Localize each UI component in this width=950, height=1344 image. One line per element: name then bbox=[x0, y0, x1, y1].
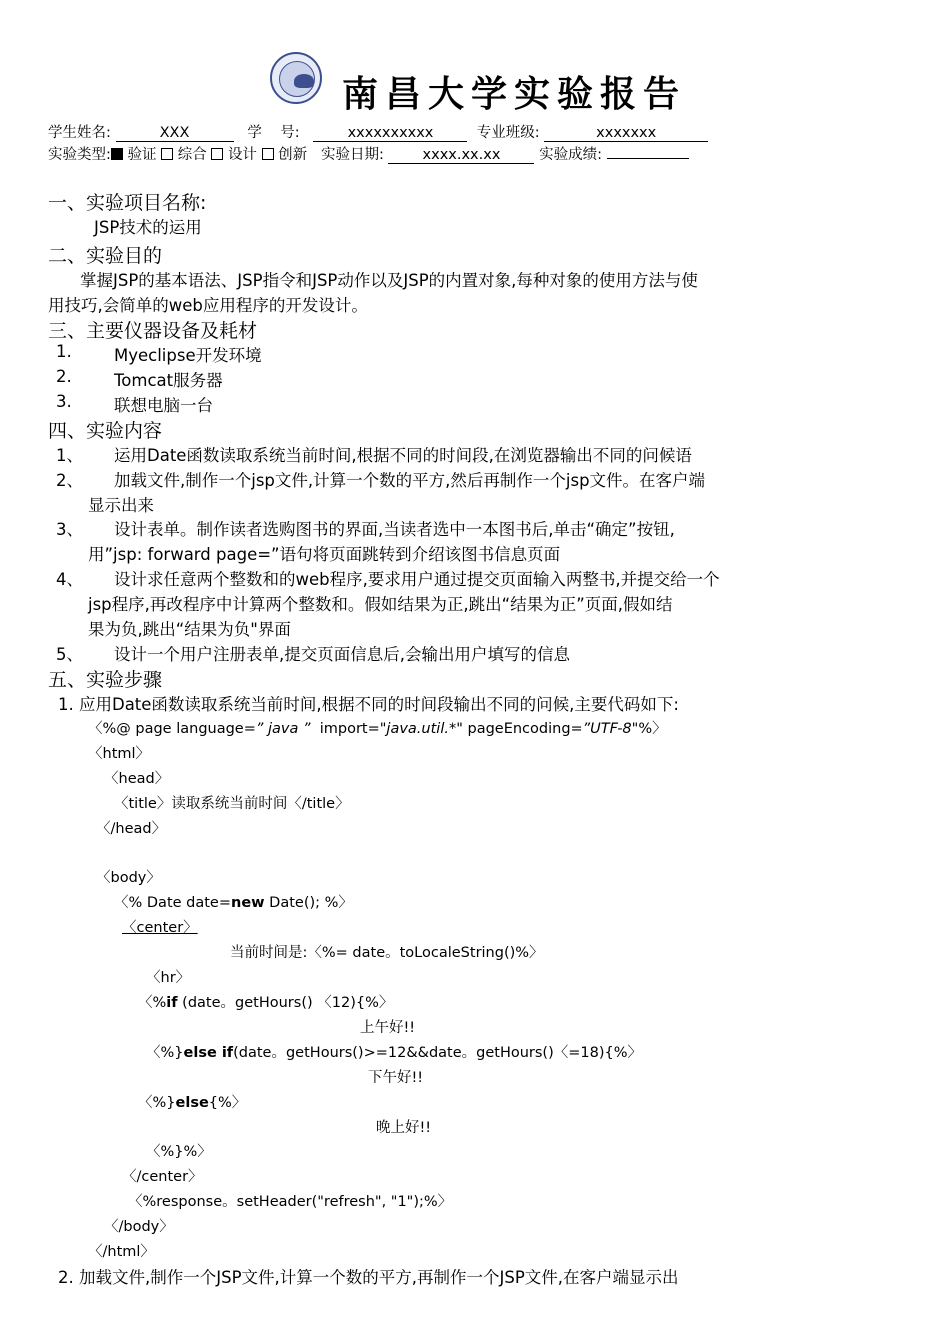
code-line-10: 〈hr〉 bbox=[146, 970, 191, 986]
section-4-line: 用”jsp: forward page=”语句将页面跳转到介绍该图书信息页面 bbox=[88, 545, 561, 564]
code-line-18: 〈/center〉 bbox=[122, 1169, 203, 1185]
code-line-4: 〈title〉读取系统当前时间〈/title〉 bbox=[114, 796, 350, 812]
university-logo bbox=[270, 52, 322, 104]
type-option-innovate: 创新 bbox=[278, 147, 308, 163]
type-label: 实验类型: bbox=[48, 147, 111, 163]
section-4-num: 5、 bbox=[56, 645, 83, 664]
section-3-item-text: Myeclipse开发环境 bbox=[114, 346, 262, 365]
score-value bbox=[607, 158, 689, 159]
section-2-line-2: 用技巧,会简单的web应用程序的开发设计。 bbox=[48, 296, 368, 315]
info-row-2 bbox=[48, 143, 689, 164]
section-5-step-2: 2. 加载文件,制作一个JSP文件,计算一个数的平方,再制作一个JSP文件,在客户端显示出 bbox=[58, 1268, 679, 1287]
section-4-line: 显示出来 bbox=[88, 496, 154, 515]
section-4-num: 4、 bbox=[56, 570, 83, 589]
student-name-label: 学生姓名: bbox=[48, 125, 111, 141]
section-5-step-1: 1. 应用Date函数读取系统当前时间,根据不同的时间段输出不同的问候,主要代码如下: bbox=[58, 695, 679, 714]
code-keyword: else bbox=[175, 1095, 209, 1111]
section-3-item-num: 1. bbox=[56, 342, 72, 361]
type-checkbox-design bbox=[211, 148, 223, 160]
section-3-item-text: 联想电脑一台 bbox=[114, 396, 213, 415]
section-5-heading: 五、实验步骤 bbox=[48, 669, 163, 691]
code-line-17: 〈%}%〉 bbox=[146, 1144, 212, 1160]
code-keyword: else if bbox=[183, 1045, 234, 1061]
section-4-num: 3、 bbox=[56, 520, 83, 539]
type-option-verify: 验证 bbox=[127, 147, 157, 163]
code-line-14: 下午好!! bbox=[368, 1070, 424, 1086]
section-4-heading: 四、实验内容 bbox=[48, 420, 163, 442]
code-line-15 bbox=[138, 1091, 246, 1112]
section-1-body: JSP技术的运用 bbox=[94, 218, 202, 237]
logo-tree-icon bbox=[294, 74, 314, 88]
code-token: ” java ” bbox=[255, 721, 311, 737]
section-4-line: 设计表单。制作读者选购图书的界面,当读者选中一本图书后,单击“确定”按钮, bbox=[114, 520, 675, 539]
code-token: pageEncoding= bbox=[462, 721, 583, 737]
code-line-11 bbox=[138, 991, 393, 1012]
code-token: {%〉 bbox=[208, 1095, 247, 1111]
code-token: 〈% bbox=[138, 995, 167, 1011]
type-option-comprehensive: 综合 bbox=[177, 147, 207, 163]
section-4-line: 果为负,跳出“结果为负"界面 bbox=[88, 620, 291, 639]
type-checkbox-verify bbox=[111, 148, 123, 160]
section-2-line-1: 掌握JSP的基本语法、JSP指令和JSP动作以及JSP的内置对象,每种对象的使用方法与使 bbox=[80, 271, 698, 290]
date-value: xxxx.xx.xx bbox=[388, 147, 534, 164]
section-4-num: 2、 bbox=[56, 471, 83, 490]
code-keyword: if bbox=[166, 995, 178, 1011]
code-line-1 bbox=[88, 717, 667, 738]
section-4-line: 运用Date函数读取系统当前时间,根据不同的时间段,在浏览器输出不同的问候语 bbox=[114, 446, 692, 465]
code-line-5: 〈/head〉 bbox=[96, 821, 167, 837]
logo-emblem bbox=[279, 61, 315, 97]
code-line-8: 〈center〉 bbox=[122, 920, 198, 936]
section-4-num: 1、 bbox=[56, 446, 83, 465]
code-token: 〈%@ page language= bbox=[88, 721, 256, 737]
code-line-7 bbox=[114, 891, 353, 912]
code-line-3: 〈head〉 bbox=[104, 771, 170, 787]
info-row-1 bbox=[48, 121, 708, 142]
class-value: xxxxxxx bbox=[544, 125, 708, 142]
code-line-9: 当前时间是:〈%= date。toLocaleString()%〉 bbox=[230, 945, 544, 961]
section-1-heading: 一、实验项目名称: bbox=[48, 192, 207, 214]
code-token: (date。getHours() 〈12){%〉 bbox=[177, 995, 394, 1011]
section-4-line: jsp程序,再改程序中计算两个整数和。假如结果为正,跳出“结果为正”页面,假如结 bbox=[88, 595, 673, 614]
section-3-item-num: 2. bbox=[56, 367, 72, 386]
code-line-20: 〈/body〉 bbox=[104, 1219, 174, 1235]
type-option-design: 设计 bbox=[227, 147, 257, 163]
code-line-16: 晚上好!! bbox=[376, 1120, 432, 1136]
section-3-item-text: Tomcat服务器 bbox=[114, 371, 223, 390]
type-checkbox-innovate bbox=[262, 148, 274, 160]
code-token: (date。getHours()>=12&&date。getHours()〈=18){%〉 bbox=[233, 1045, 643, 1061]
code-line-19: 〈%response。setHeader("refresh", "1");%〉 bbox=[128, 1194, 453, 1210]
section-2-heading: 二、实验目的 bbox=[48, 245, 163, 267]
section-4-line: 加载文件,制作一个jsp文件,计算一个数的平方,然后再制作一个jsp文件。在客户端 bbox=[114, 471, 706, 490]
section-3-heading: 三、主要仪器设备及耗材 bbox=[48, 320, 258, 342]
student-id-label: 学 号: bbox=[247, 125, 300, 141]
section-4-line: 设计一个用户注册表单,提交页面信息后,会输出用户填写的信息 bbox=[114, 645, 570, 664]
code-token: 〈% Date date= bbox=[114, 895, 231, 911]
score-label: 实验成绩: bbox=[539, 147, 602, 163]
date-label: 实验日期: bbox=[320, 147, 384, 163]
code-token: Date(); %〉 bbox=[264, 895, 353, 911]
code-token: import= bbox=[310, 721, 380, 737]
code-token: 〈%} bbox=[138, 1095, 176, 1111]
section-4-line: 设计求任意两个整数和的web程序,要求用户通过提交页面输入两整书,并提交给一个 bbox=[114, 570, 720, 589]
code-line-13 bbox=[146, 1041, 642, 1062]
student-name-value: XXX bbox=[116, 125, 234, 142]
code-line-21: 〈/html〉 bbox=[88, 1244, 155, 1260]
student-id-value: xxxxxxxxxx bbox=[313, 125, 467, 142]
code-line-2: 〈html〉 bbox=[88, 746, 151, 762]
code-token: 〈%} bbox=[146, 1045, 184, 1061]
section-3-item-num: 3. bbox=[56, 392, 72, 411]
code-keyword: new bbox=[231, 895, 265, 911]
code-token: ”UTF-8" bbox=[582, 721, 639, 737]
code-token: "java.util.*" bbox=[379, 721, 463, 737]
code-line-12: 上午好!! bbox=[360, 1020, 416, 1036]
code-line-6: 〈body〉 bbox=[96, 870, 161, 886]
type-checkbox-comprehensive bbox=[161, 148, 173, 160]
code-token: %〉 bbox=[638, 721, 667, 737]
class-label: 专业班级: bbox=[476, 125, 540, 141]
report-title: 南昌大学实验报告 bbox=[342, 73, 687, 115]
